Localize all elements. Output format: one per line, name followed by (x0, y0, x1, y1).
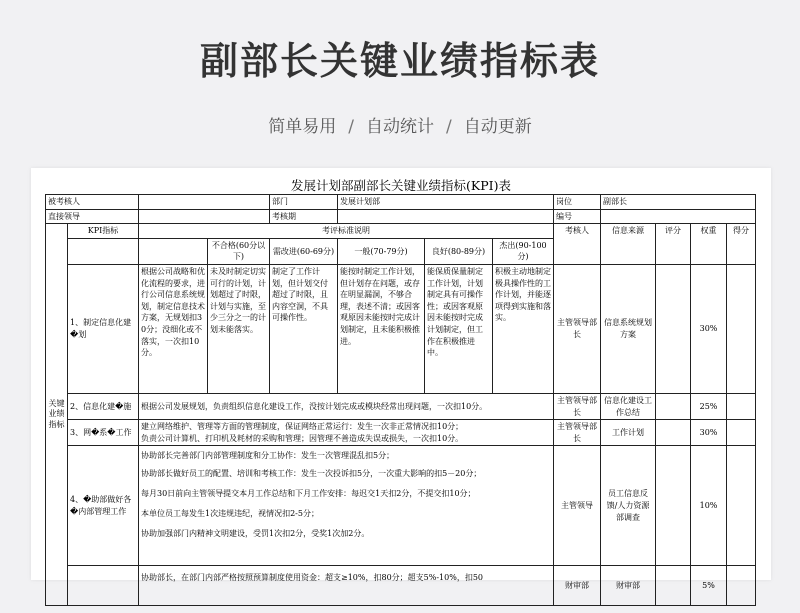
header-row (46, 224, 756, 239)
weight-cell: 30% (691, 420, 727, 446)
points-cell[interactable] (727, 446, 756, 566)
kpi-row (46, 420, 756, 446)
dept-label: 部门 (270, 195, 338, 210)
tag-auto-stats: 自动统计 (366, 117, 434, 137)
kpi-blank (68, 238, 139, 264)
points-cell[interactable] (727, 566, 756, 606)
source-cell: 信息系统规划方案 (601, 264, 656, 393)
appraisee-label: 被考核人 (46, 195, 139, 210)
kpi-description: 根据公司发展规划，负责组织信息化建设工作，没按计划完成或模块经常出现问题，一次扣10分。 (139, 393, 554, 419)
kpi-name (68, 566, 139, 606)
score-cell[interactable] (656, 393, 691, 419)
kpi-name: 1、制定信息化建�划 (68, 264, 139, 393)
kpi-row (46, 446, 756, 566)
leader-field[interactable] (139, 209, 270, 224)
assessor-cell: 财审部 (554, 566, 601, 606)
kpi-row (46, 264, 756, 393)
criteria-line: 协助部长做好员工的配置、培训和考核工作：发生一次投诉扣5分，一次重大影响的扣5－20分； (141, 469, 482, 479)
assessor-cell: 主管领导部长 (554, 264, 601, 393)
score-cell[interactable] (656, 566, 691, 606)
points-cell[interactable] (727, 420, 756, 446)
assessor-cell: 主管领导部长 (554, 393, 601, 419)
source-cell: 员工信息反馈/人力资源部调查 (601, 446, 656, 566)
level-criteria: 能保质保量制定工作计划，计划制定具有可操作性；或因客观原因未能按时完成计划制定，但工作在积极推进中。 (425, 264, 493, 393)
kpi-description: 建立网络维护、管理等方面的管理制度，保证网络正常运行：发生一次非正常情况扣10分； 负责公司计算机、打印机及耗材的采购和管理；因管理不善造成失误或损失，一次扣10分。 (139, 420, 554, 446)
position-label: 岗位 (554, 195, 601, 210)
info-row (46, 209, 756, 224)
weight-cell: 5% (691, 566, 727, 606)
score-cell[interactable] (656, 264, 691, 393)
level-criteria: 积极主动地制定极具操作性的工作计划，并能逐项得到实施和落实。 (493, 264, 554, 393)
criteria-header: 考评标准说明 (139, 224, 554, 239)
assessor-cell: 主管领导 (554, 446, 601, 566)
points-cell[interactable] (727, 264, 756, 393)
period-field[interactable] (338, 209, 554, 224)
page-title: 副部长关键业绩指标表 (199, 39, 600, 83)
kpi-description: 根据公司战略和优化流程的要求，进行公司信息系统规划，制定信息技术方案，无规划扣30分；没细化或不落实，一次扣10分。 (139, 264, 208, 393)
tag-separator: / (348, 117, 354, 137)
appraisee-field[interactable] (139, 195, 270, 210)
score-cell[interactable] (656, 420, 691, 446)
level-header: 杰出(90-100分) (493, 238, 554, 264)
kpi-name: 3、网�系�工作 (68, 420, 139, 446)
info-row (46, 195, 756, 210)
category-cell: 关键业绩指标 (46, 224, 68, 606)
weight-cell: 10% (691, 446, 727, 566)
dept-field[interactable]: 发展计划部 (338, 195, 554, 210)
source-cell: 工作计划 (601, 420, 656, 446)
level-header: 良好(80-89分) (425, 238, 493, 264)
code-field[interactable] (601, 209, 756, 224)
level-criteria: 能按时制定工作计划，但计划存在问题，或存在明显漏洞，不够合理，表述不清；或因客观原因未能按时完成计划制定，且未能积极推进。 (338, 264, 425, 393)
level-header: 一般(70-79分) (338, 238, 425, 264)
code-label: 编号 (554, 209, 601, 224)
source-cell: 信息化建设工作总结 (601, 393, 656, 419)
kpi-row (46, 566, 756, 606)
score-header: 评分 (656, 224, 691, 265)
kpi-table (45, 194, 756, 606)
criteria-line: 本单位员工每发生1次违规违纪，视情况扣2-5分； (141, 509, 319, 519)
kpi-description: 协助部长，在部门内部严格按照预算制度使用资金：超支≥10%，扣80分；超支5%-10%，扣50 (139, 566, 554, 606)
kpi-header: KPI指标 (68, 224, 139, 239)
leader-label: 直接领导 (46, 209, 139, 224)
criteria-line: 每月30日前向主管领导提交本月工作总结和下月工作安排：每迟交1天扣2分，不提交扣10分； (141, 489, 476, 499)
level-header: 需改进(60-69分) (270, 238, 338, 264)
kpi-name: 2、信息化建�施 (68, 393, 139, 419)
tag-auto-update: 自动更新 (463, 117, 532, 137)
sheet-title: 发展计划部副部长关键业绩指标(KPI)表 (291, 178, 511, 193)
assessor-header: 考核人 (554, 224, 601, 265)
kpi-name: 4、�助部做好各�内部管理工作 (68, 446, 139, 566)
spreadsheet-preview (31, 168, 771, 591)
kpi-row (46, 393, 756, 419)
position-field[interactable]: 副部长 (601, 195, 756, 210)
source-header: 信息来源 (601, 224, 656, 265)
assessor-cell: 主管领导部长 (554, 420, 601, 446)
desc-blank (139, 238, 208, 264)
points-cell[interactable] (727, 393, 756, 419)
criteria-line: 协助部长完善部门内部管理制度和分工协作：发生一次管理混乱扣5分； (141, 451, 395, 461)
weight-cell: 30% (691, 264, 727, 393)
level-header: 不合格(60分以下) (208, 238, 270, 264)
feature-tags (0, 112, 800, 137)
period-label: 考核期 (270, 209, 338, 224)
level-criteria: 制定了工作计划，但计划交付超过了时限，且内容空洞，不具可操作性。 (270, 264, 338, 393)
score-cell[interactable] (656, 446, 691, 566)
kpi-description (139, 446, 554, 566)
weight-header: 权重 (691, 224, 727, 265)
tag-separator: / (446, 117, 452, 137)
weight-cell: 25% (691, 393, 727, 419)
criteria-line: 协助加强部门内精神文明建设，受罚1次扣2分，受奖1次加2分。 (141, 529, 370, 539)
source-cell: 财审部 (601, 566, 656, 606)
tag-easy: 简单易用 (268, 117, 337, 137)
points-header: 得分 (727, 224, 756, 265)
level-criteria: 未及时制定切实可行的计划，计划超过了时限，计划与实施，至少三分之一的计划未能落实。 (208, 264, 270, 393)
